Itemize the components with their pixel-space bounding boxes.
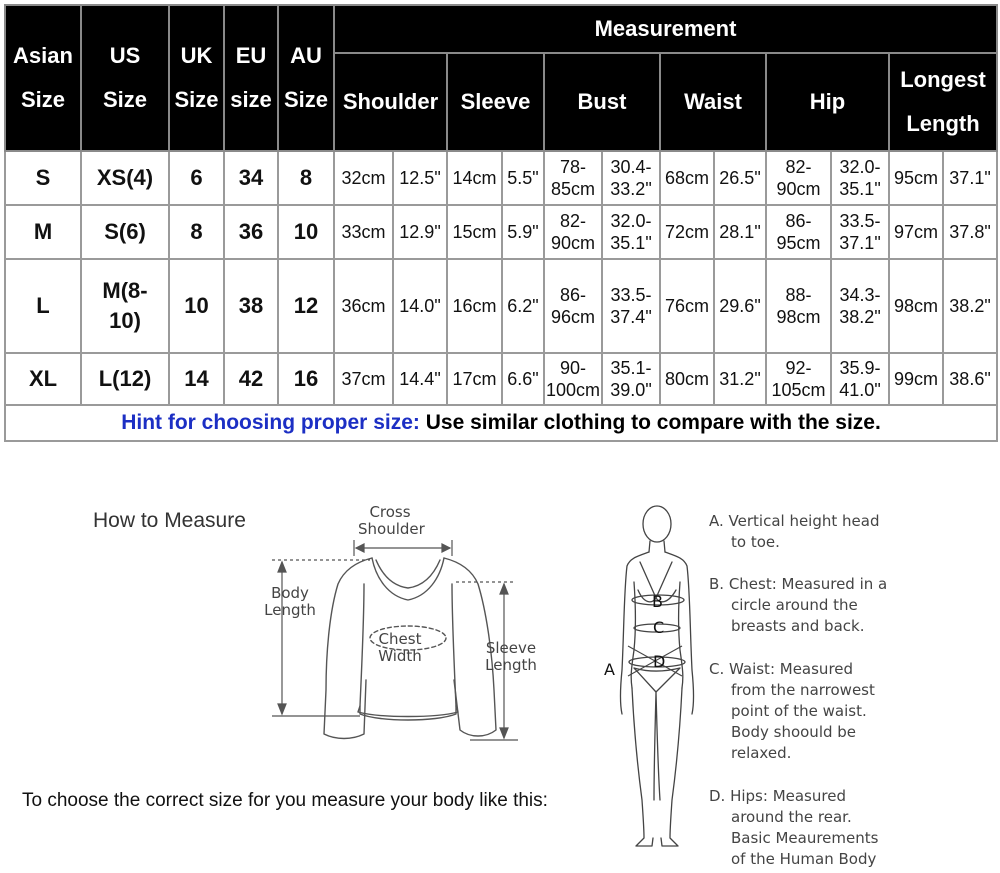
shoulder-cm-cell: 33cm xyxy=(334,205,393,259)
bust-in-cell: 32.0- 35.1" xyxy=(602,205,660,259)
uk-size-cell: 8 xyxy=(169,205,224,259)
sleeve-cm-cell: 17cm xyxy=(447,353,502,405)
length-in-cell: 37.1" xyxy=(943,151,997,205)
hip-in-cell: 33.5- 37.1" xyxy=(831,205,889,259)
waist-in-cell: 29.6" xyxy=(714,259,766,353)
uk-size-cell: 6 xyxy=(169,151,224,205)
bust-in-cell: 35.1- 39.0" xyxy=(602,353,660,405)
header-asian-size: Asian Size xyxy=(5,5,81,151)
chest-width-label: Chest Width xyxy=(378,630,422,665)
bust-cm-cell: 90- 100cm xyxy=(544,353,602,405)
shoulder-in-cell: 14.4" xyxy=(393,353,447,405)
header-hip: Hip xyxy=(766,53,889,151)
eu-size-cell: 42 xyxy=(224,353,278,405)
length-cm-cell: 95cm xyxy=(889,151,943,205)
us-size-cell: XS(4) xyxy=(81,151,169,205)
length-in-cell: 37.8" xyxy=(943,205,997,259)
eu-size-cell: 34 xyxy=(224,151,278,205)
hip-cm-cell: 92- 105cm xyxy=(766,353,831,405)
letter-d: D xyxy=(653,652,666,671)
uk-size-cell: 10 xyxy=(169,259,224,353)
header-shoulder: Shoulder xyxy=(334,53,447,151)
body-length-label: Body Length xyxy=(264,584,316,619)
shoulder-in-cell: 14.0" xyxy=(393,259,447,353)
waist-cm-cell: 68cm xyxy=(660,151,714,205)
header-bust: Bust xyxy=(544,53,660,151)
sleeve-in-cell: 6.2" xyxy=(502,259,544,353)
sleeve-in-cell: 5.5" xyxy=(502,151,544,205)
hip-cm-cell: 86- 95cm xyxy=(766,205,831,259)
length-in-cell: 38.6" xyxy=(943,353,997,405)
measure-instruction: To choose the correct size for you measure your body like this: xyxy=(22,790,548,811)
letter-c: C xyxy=(653,618,665,637)
header-longest-length: Longest Length xyxy=(889,53,997,151)
header-measurement: Measurement xyxy=(334,5,997,53)
sleeve-in-cell: 6.6" xyxy=(502,353,544,405)
us-size-cell: S(6) xyxy=(81,205,169,259)
length-in-cell: 38.2" xyxy=(943,259,997,353)
cross-shoulder-label: Cross Shoulder xyxy=(358,503,425,538)
shoulder-cm-cell: 37cm xyxy=(334,353,393,405)
eu-size-cell: 36 xyxy=(224,205,278,259)
waist-in-cell: 28.1" xyxy=(714,205,766,259)
bust-in-cell: 30.4- 33.2" xyxy=(602,151,660,205)
sleeve-cm-cell: 14cm xyxy=(447,151,502,205)
note-c: C. Waist: Measured from the narrowest point of the waist. Body shoould be relaxed. xyxy=(709,660,875,762)
hip-in-cell: 32.0- 35.1" xyxy=(831,151,889,205)
asian-size-cell: M xyxy=(5,205,81,259)
sleeve-in-cell: 5.9" xyxy=(502,205,544,259)
body-figure xyxy=(600,500,710,855)
shoulder-cm-cell: 36cm xyxy=(334,259,393,353)
sleeve-length-label: Sleeve Length xyxy=(485,639,537,674)
table-row xyxy=(5,151,997,205)
au-size-cell: 8 xyxy=(278,151,334,205)
bust-cm-cell: 86- 96cm xyxy=(544,259,602,353)
length-cm-cell: 99cm xyxy=(889,353,943,405)
asian-size-cell: L xyxy=(5,259,81,353)
table-row xyxy=(5,353,997,405)
asian-size-cell: XL xyxy=(5,353,81,405)
asian-size-cell: S xyxy=(5,151,81,205)
how-to-measure-title: How to Measure xyxy=(93,509,246,532)
size-chart-table xyxy=(4,4,998,442)
au-size-cell: 10 xyxy=(278,205,334,259)
eu-size-cell: 38 xyxy=(224,259,278,353)
shoulder-in-cell: 12.5" xyxy=(393,151,447,205)
us-size-cell: M(8- 10) xyxy=(81,259,169,353)
header-eu-size: EU size xyxy=(224,5,278,151)
hint-lead: Hint for choosing proper size: xyxy=(121,410,420,434)
length-cm-cell: 98cm xyxy=(889,259,943,353)
waist-cm-cell: 72cm xyxy=(660,205,714,259)
waist-in-cell: 26.5" xyxy=(714,151,766,205)
hint-cell xyxy=(5,405,997,441)
hint-text: Use similar clothing to compare with the size. xyxy=(419,410,881,434)
waist-cm-cell: 80cm xyxy=(660,353,714,405)
waist-cm-cell: 76cm xyxy=(660,259,714,353)
hip-in-cell: 35.9- 41.0" xyxy=(831,353,889,405)
header-sleeve: Sleeve xyxy=(447,53,544,151)
header-us-size: US Size xyxy=(81,5,169,151)
hint-row xyxy=(5,405,997,441)
note-b: B. Chest: Measured in a circle around the breasts and back. xyxy=(709,575,888,635)
sleeve-cm-cell: 15cm xyxy=(447,205,502,259)
shoulder-cm-cell: 32cm xyxy=(334,151,393,205)
note-a: A. Vertical height head to toe. xyxy=(709,512,880,551)
header-waist: Waist xyxy=(660,53,766,151)
length-cm-cell: 97cm xyxy=(889,205,943,259)
header-au-size: AU Size xyxy=(278,5,334,151)
uk-size-cell: 14 xyxy=(169,353,224,405)
note-d: D. Hips: Measured around the rear. Basic Meaurements of the Human Body xyxy=(709,787,879,868)
hip-cm-cell: 88- 98cm xyxy=(766,259,831,353)
au-size-cell: 12 xyxy=(278,259,334,353)
hip-in-cell: 34.3- 38.2" xyxy=(831,259,889,353)
table-row xyxy=(5,205,997,259)
letter-b: B xyxy=(652,592,663,611)
sleeve-cm-cell: 16cm xyxy=(447,259,502,353)
bust-in-cell: 33.5- 37.4" xyxy=(602,259,660,353)
us-size-cell: L(12) xyxy=(81,353,169,405)
waist-in-cell: 31.2" xyxy=(714,353,766,405)
bust-cm-cell: 82- 90cm xyxy=(544,205,602,259)
table-row xyxy=(5,259,997,353)
shoulder-in-cell: 12.9" xyxy=(393,205,447,259)
header-uk-size: UK Size xyxy=(169,5,224,151)
au-size-cell: 16 xyxy=(278,353,334,405)
letter-a: A xyxy=(604,660,615,679)
hip-cm-cell: 82- 90cm xyxy=(766,151,831,205)
bust-cm-cell: 78- 85cm xyxy=(544,151,602,205)
